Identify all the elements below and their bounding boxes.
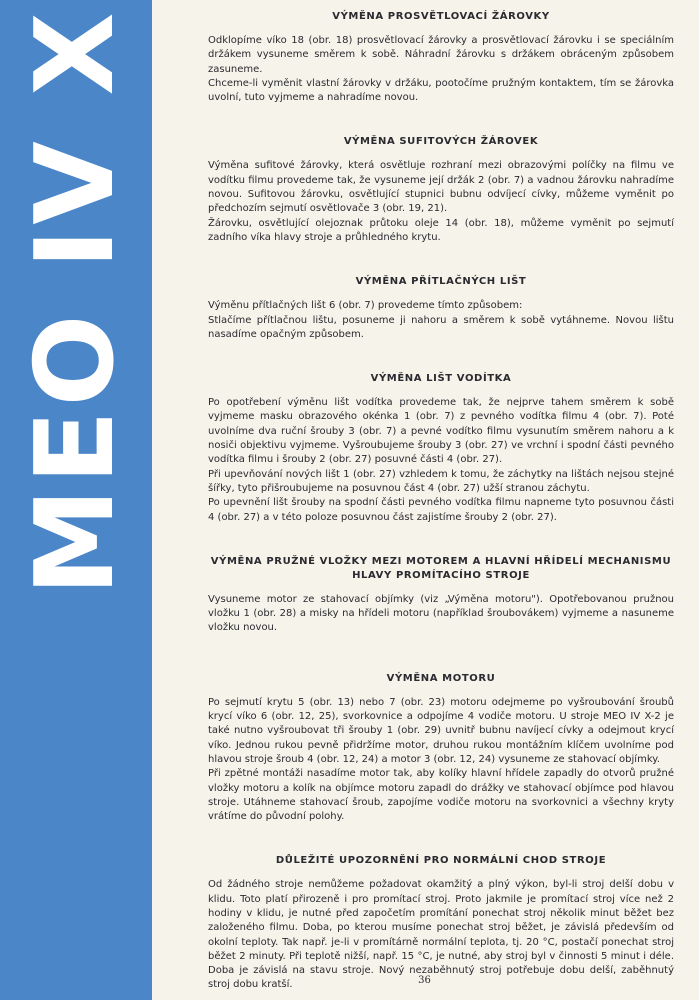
section-pritlacne-listy <box>208 275 674 342</box>
section-heading: VÝMĚNA PROSVĚTLOVACÍ ŽÁROVKY <box>332 11 550 22</box>
section-pruzna-vlozka <box>208 555 674 636</box>
paragraph: Žárovku, osvětlující olejoznak průtoku oleje 14 (obr. 18), můžeme vyměnit po sejmutí zadního víka hlavy stroje a průhledného krytu. <box>208 217 674 243</box>
page-number: 36 <box>418 975 431 986</box>
brand-title: MEO IV X <box>13 8 138 596</box>
paragraph: Chceme-li vyměnit vlastní žárovky v držáku, pootočíme pružným kontaktem, tím se žárovka uvolní, tuto vyjmeme a nahradíme novou. <box>208 77 674 104</box>
paragraph: Výměnu přítlačných lišt 6 (obr. 7) provedeme tímto způsobem: <box>208 300 523 312</box>
section-heading: VÝMĚNA SUFITOVÝCH ŽÁROVEK <box>343 136 539 148</box>
paragraph: Odklopíme víko 18 (obr. 18) prosvětlovací žárovky a prosvětlovací žárovku i se speciálním držákem vysuneme směrem k sobě. Náhradní žárovku s držákem obráceným způsobem zasuneme. <box>208 35 674 75</box>
page-content <box>208 10 674 993</box>
section-upozorneni <box>208 854 674 992</box>
section-sufitove-zarovky <box>208 135 674 245</box>
section-heading: VÝMĚNA MOTORU <box>386 672 496 684</box>
section-heading: VÝMĚNA PRUŽNÉ VLOŽKY MEZI MOTOREM A HLAVNÍ HŘÍDELÍ MECHANISMU HLAVY PROMÍTACÍHO STROJE <box>210 555 672 581</box>
paragraph: Od žádného stroje nemůžeme požadovat okamžitý a plný výkon, byl-li stroj delší dobu v klidu. Toto platí přirozeně i pro promítací stroj. Proto jakmile je promítací stroj více než 2 hodiny v klidu, je nutné před započetím promítání ponechat stroj několik minut běžet bez založeného filmu. Doba, po kterou musíme ponechat stroj běžet, je závislá především od okolní teploty. Tak např. je-li v promítárně normální teplota, tj. 20 °C, postačí ponechat stroj běžet 2 minuty. Při teplotě nižší, např. 15 °C, je nutné, aby stroj byl v činnosti 5 minut i déle. Doba je závislá na stavu stroje. Nový nezaběhnutý stroj potřebuje dobu delší, zaběhnutý stroj dobu kratší. <box>208 879 674 991</box>
paragraph: Při zpětné montáži nasadíme motor tak, aby kolíky hlavní hřídele zapadly do otvorů pružné vložky motoru a kolík na objímce motoru zapadl do drážky ve stahovací objímce pod hlavou stroje. Utáhneme stahovací šroub, zapojíme vodiče motoru na svorkovnici a všechny kryty vrátíme do původní polohy. <box>208 768 674 823</box>
section-vymena-motoru <box>208 672 674 825</box>
paragraph: Po upevnění lišt šrouby na spodní části pevného vodítka filmu napneme tyto posuvnou části 4 (obr. 27) a v této poloze posuvnou část zajistíme šrouby 2 (obr. 27). <box>208 497 674 523</box>
paragraph: Stlačíme přítlačnou lištu, posuneme ji nahoru a směrem k sobě vytáhneme. Novou lištu nasadíme opačným způsobem. <box>208 314 674 340</box>
section-heading: DŮLEŽITÉ UPOZORNĚNÍ PRO NORMÁLNÍ CHOD STROJE <box>275 855 607 867</box>
section-heading: VÝMĚNA PŘÍTLAČNÝCH LIŠT <box>355 276 527 288</box>
section-listy-voditka <box>208 372 674 525</box>
paragraph: Vysuneme motor ze stahovací objímky (viz „Výměna motoru"). Opotřebovanou pružnou vložku 1 (obr. 28) a misky na hřídeli motoru (například šroubovákem) vyjmeme a nasuneme vložku novou. <box>208 593 674 634</box>
paragraph: Po opotřebení výměnu lišt vodítka provedeme tak, že nejprve tahem směrem k sobě vyjmeme masku obrazového okénka 1 (obr. 7) z pevného vodítka filmu 4 (obr. 7). Poté uvolníme dva ruční šrouby 3 (obr. 7) a pevné vodítko filmu vysunutím směrem nahoru a k nosiči objektivu vyjmeme. Vyšroubujeme šrouby 3 (obr. 27) ve vrchní i spodní části pevného vodítka filmu i šrouby 2 (obr. 27) posuvné části 4 (obr. 27). <box>208 397 674 466</box>
section-heading: VÝMĚNA LIŠT VODÍTKA <box>370 373 512 385</box>
blue-sidebar <box>0 0 152 1000</box>
paragraph: Při upevňování nových lišt 1 (obr. 27) vzhledem k tomu, že záchytky na lištách nejsou stejné šířky, tyto přišroubujeme na posuvnou část 4 (obr. 27) užší stranou záchytu. <box>208 468 674 494</box>
paragraph: Po sejmutí krytu 5 (obr. 13) nebo 7 (obr. 23) motoru odejmeme po vyšroubování šroubů krycí víko 6 (obr. 12, 25), svorkovnice a odpojíme 4 vodiče motoru. U stroje MEO IV X-2 je také nutno vyšroubovat tři šrouby 1 (obr. 29) uvnitř bubnu navíjecí cívky a odejmout krycí víko. Jednou rukou pevně přidržíme motor, druhou rukou montážním klíčem uvolníme pod hlavou stroje šroub 4 (obr. 12, 24) a motor 3 (obr. 12, 24) vysuneme ze stahovací objímky. <box>208 696 674 765</box>
section-prosvetlovaci-zarovka <box>208 10 674 105</box>
paragraph: Výměna sufitové žárovky, která osvětluje rozhraní mezi obrazovými políčky na filmu ve vodítku filmu provedeme tak, že vysuneme její držák 2 (obr. 7) a vadnou žárovku nahradíme novou. Sufitovou žárovku, osvětlující stupnici bubnu odvíjecí cívky, můžeme vyměnit po předchozím sejmutí osvětlovače 3 (obr. 19, 21). <box>208 160 674 215</box>
